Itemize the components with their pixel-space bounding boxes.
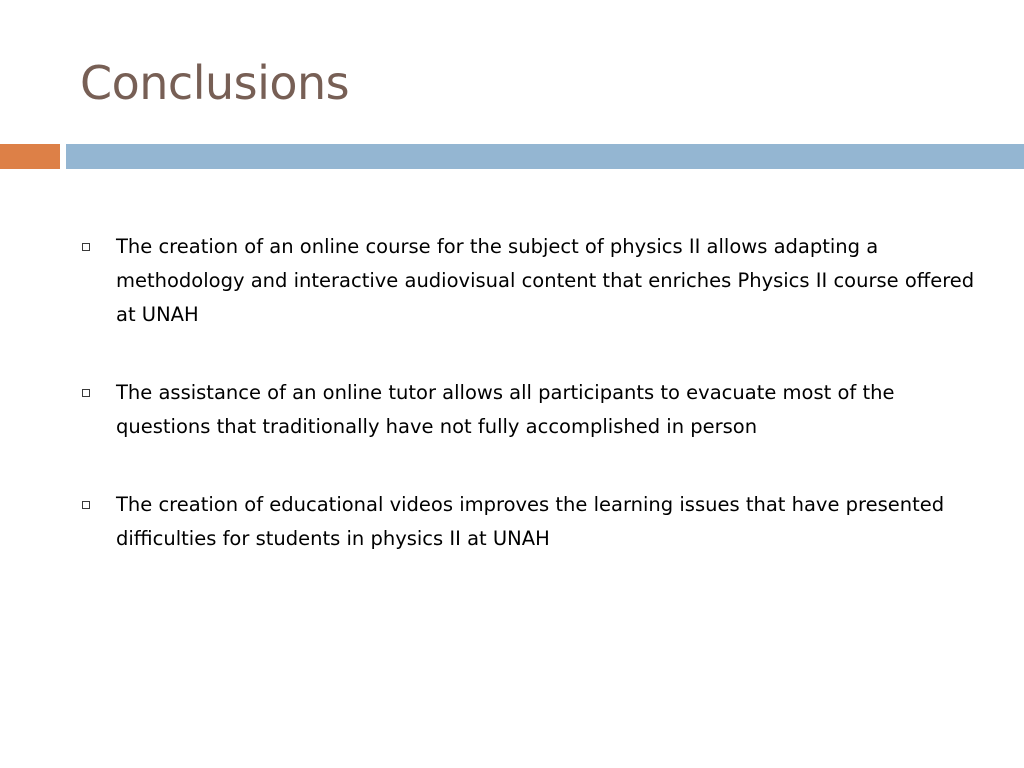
bullet-item — [80, 376, 980, 444]
bullet-item — [80, 230, 980, 332]
slide-title: Conclusions — [80, 56, 350, 110]
bullet-text: The creation of an online course for the subject of physics II allows adapting a methodology and interactive audiovisual content that enriches Physics II course offered at UNAH — [116, 235, 975, 326]
title-divider-bar — [66, 144, 1024, 169]
bullet-list — [80, 230, 980, 556]
bullet-item — [80, 488, 980, 556]
bullet-text: The creation of educational videos improves the learning issues that have presented difficulties for students in physics II at UNAH — [116, 493, 945, 550]
square-bullet-icon — [82, 243, 90, 251]
square-bullet-icon — [82, 389, 90, 397]
square-bullet-icon — [82, 501, 90, 509]
bullet-text: The assistance of an online tutor allows all participants to evacuate most of the questions that traditionally have not fully accomplished in person — [116, 381, 895, 438]
title-accent-bar — [0, 144, 60, 169]
